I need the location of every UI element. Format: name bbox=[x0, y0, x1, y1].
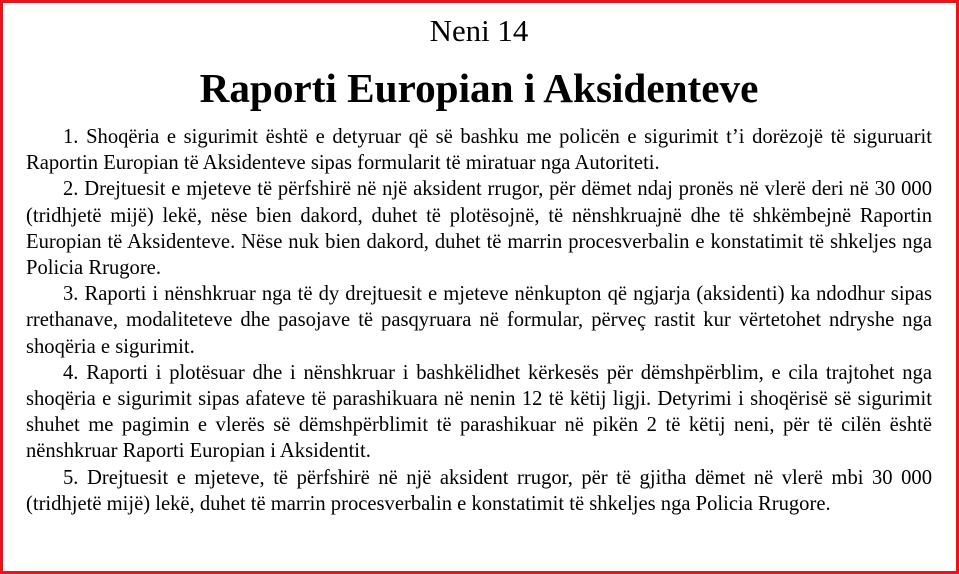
paragraph-4: 4. Raporti i plotësuar dhe i nënshkruar i bashkëlidhet kërkesës për dëmshpërblim, e cila trajtohet nga shoqëria e sigurimit sipas afateve të parashikuara në nenin 12 të këtij ligji. Detyrimi i shoqërisë së sigurimit shuhet me pagimin e vlerës së dëmshpërblimit të parashikuar në pikën 2 të këtij neni, për të cilën është nënshkruar Raporti Europian i Aksidentit. bbox=[26, 361, 932, 463]
paragraph-1: 1. Shoqëria e sigurimit është e detyruar që së bashku me policën e sigurimit t’i dorëzojë të siguruarit Raportin Europian të Aksidenteve sipas formularit të miratuar nga Autoriteti. bbox=[26, 126, 932, 175]
paragraph-5: 5. Drejtuesit e mjeteve, të përfshirë në një aksident rrugor, për të gjitha dëmet në vlerë mbi 30 000 (tridhjetë mijë) lekë, duhet të marrin procesverbalin e konstatimit të shkeljes nga Policia Rrugore. bbox=[26, 466, 932, 515]
paragraph-2: 2. Drejtuesit e mjeteve të përfshirë në një aksident rrugor, për dëmet ndaj pronës në vlerë deri në 30 000 (tridhjetë mijë) lekë, nëse bien dakord, duhet të plotësojnë, të nënshkruajnë dhe të shkëmbejnë Raportin Europian të Aksidenteve. Nëse nuk bien dakord, duhet të marrin procesverbalin e konstatimit të shkeljes nga Policia Rrugore. bbox=[26, 178, 932, 280]
paragraph-3: 3. Raporti i nënshkruar nga të dy drejtuesit e mjeteve nënkupton që ngjarja (aksidenti) ka ndodhur sipas rrethanave, modaliteteve dhe pasojave të pasqyruara në formular, përveç rastit kur vërtetohet ndryshe nga shoqëria e sigurimit. bbox=[26, 283, 932, 358]
article-paragraphs bbox=[26, 124, 932, 517]
article-number: Neni 14 bbox=[429, 13, 529, 48]
article-title: Raporti Europian i Aksidenteve bbox=[199, 65, 759, 111]
